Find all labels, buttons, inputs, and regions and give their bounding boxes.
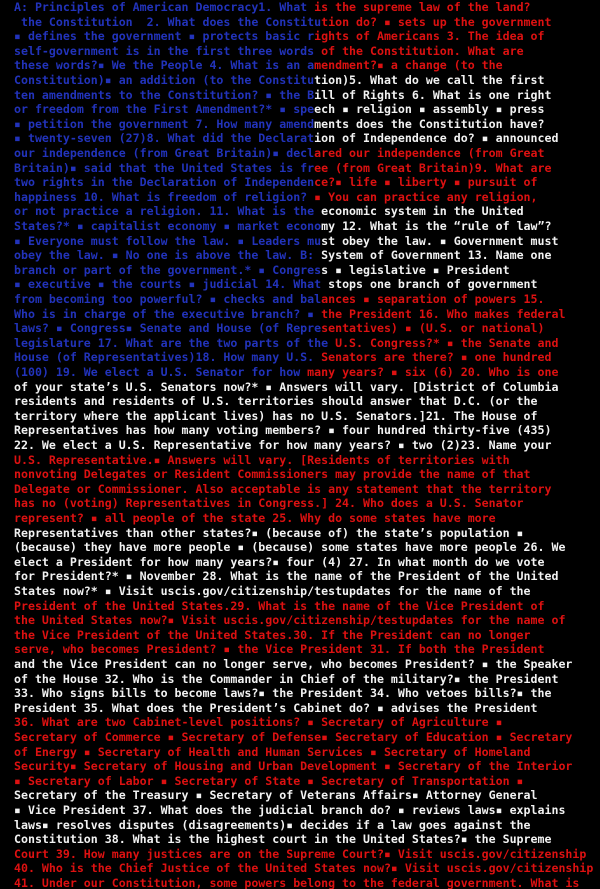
text-segment-white: my 12. What is the “rule of law”? [321, 219, 552, 233]
text-line [14, 832, 600, 847]
text-line [14, 146, 600, 161]
text-segment-white: ill of Rights 6. What is one right [314, 87, 552, 102]
text-segment-red: ▪ You can practice any religion, [314, 189, 538, 204]
text-line [14, 234, 600, 249]
text-line [14, 365, 600, 380]
text-line [14, 219, 600, 234]
text-segment-white: of the House 32. Who is the Commander in Chief of the military?▪ the President [14, 671, 559, 686]
text-segment-white: stops one branch of government [328, 277, 538, 292]
text-line [14, 657, 600, 672]
text-line [14, 613, 600, 628]
text-segment-blue: or freedom from the First Amendment?* ▪ spe [14, 102, 315, 117]
text-segment-white: Representatives than other states?▪ (because of) the state’s population ▪ [14, 525, 524, 540]
text-segment-red: 40. Who is the Chief Justice of the United States now?▪ Visit uscis.gov/citizenship [14, 861, 594, 876]
text-line [14, 248, 600, 263]
text-segment-red: is the supreme law of the land? [314, 0, 531, 14]
text-line [14, 847, 600, 862]
text-line [14, 555, 600, 570]
text-segment-red: the United States now?▪ Visit uscis.gov/citizenship/testupdates for the name of [14, 613, 566, 628]
text-segment-white: economic system in the United [321, 204, 524, 219]
text-line [14, 15, 600, 30]
text-line [14, 628, 600, 643]
text-line [14, 540, 600, 555]
text-segment-white: (because) they have more people ▪ (because) some states have more people 26. We [14, 540, 566, 555]
text-line [14, 58, 600, 73]
text-segment-white: ments does the Constitution have? [314, 116, 545, 131]
text-segment-red: many years? ▪ six (6) 20. Who is one [307, 365, 559, 379]
text-segment-blue: laws? ▪ Congress▪ Senate and House (of Repre [14, 321, 322, 336]
text-line [14, 204, 600, 219]
text-segment-white: st obey the law. ▪ Government must [321, 233, 559, 248]
text-segment-white: System of Government 13. Name one [321, 248, 552, 263]
text-segment-red: Security▪ Secretary of Housing and Urban Development ▪ Secretary of the Interior [14, 759, 573, 774]
text-line [14, 861, 600, 876]
text-line [14, 584, 600, 599]
text-segment-white: 33. Who signs bills to become laws?▪ the President 34. Who vetoes bills?▪ the [14, 686, 552, 701]
text-segment-white: President 35. What does the President’s Cabinet do? ▪ advises the President [14, 700, 538, 715]
text-segment-white: Secretary of the Treasury ▪ Secretary of Veterans Affairs▪ Attorney General [14, 788, 538, 803]
text-segment-red: has no (voting) Representatives in Congress.] 24. Who does a U.S. Senator [14, 496, 524, 511]
text-segment-red: U.S. Representative.▪ Answers will vary. [Residents of territories with [14, 452, 510, 467]
text-segment-red: ce?▪ life ▪ liberty ▪ pursuit of [314, 175, 538, 190]
text-segment-blue: Who is in charge of the executive branch? ▪ [14, 306, 322, 321]
text-segment-red: ee (from Great Britain)9. What are [314, 160, 552, 175]
text-segment-white: Constitution 38. What is the highest court in the United States?▪ the Supreme [14, 832, 552, 847]
text-segment-white: s ▪ legislative ▪ President [321, 262, 510, 277]
text-segment-red: U.S. Congress?* ▪ the Senate and [335, 335, 559, 350]
text-line [14, 394, 600, 409]
text-segment-white: tion)5. What do we call the first [314, 73, 545, 87]
text-line [14, 190, 600, 205]
text-line [14, 730, 600, 745]
text-segment-blue: happiness 10. What is freedom of religion? [14, 189, 315, 204]
text-segment-red: Senators are there? ▪ one hundred [321, 350, 552, 365]
text-line [14, 307, 600, 322]
text-segment-blue: obey the law. ▪ No one is above the law. B: [14, 248, 322, 263]
text-segment-red: mendment?▪ a change (to the [314, 58, 503, 73]
text-segment-white: ion of Independence do? ▪ announced [314, 131, 559, 146]
text-line [14, 350, 600, 365]
text-line [14, 701, 600, 716]
text-segment-white: ech ▪ religion ▪ assembly ▪ press [314, 102, 545, 117]
text-segment-red: sentatives) ▪ (U.S. or national) [321, 321, 545, 336]
text-segment-red: of Energy ▪ Secretary of Health and Human Services ▪ Secretary of Homeland [14, 744, 531, 759]
text-line [14, 161, 600, 176]
text-line [14, 29, 600, 44]
text-segment-blue: ▪ petition the government 7. How many amend [14, 116, 315, 131]
text-line [14, 686, 600, 701]
text-line [14, 453, 600, 468]
text-segment-blue: from becoming too powerful? ▪ checks and bal [14, 292, 322, 306]
text-segment-blue: Britain)▪ said that the United States is fr [14, 160, 315, 175]
text-segment-white: States now?* ▪ Visit uscis.gov/citizenship/testupdates for the name of the [14, 584, 531, 598]
text-segment-blue: legislature 17. What are the two parts of the [14, 335, 336, 350]
text-line [14, 818, 600, 833]
text-segment-blue: our independence (from Great Britain)▪ decl [14, 146, 315, 160]
text-line [14, 336, 600, 351]
text-line [14, 496, 600, 511]
text-line [14, 672, 600, 687]
text-segment-red: Court 39. How many justices are on the Supreme Court?▪ Visit uscis.gov/citizenship [14, 846, 587, 861]
text-segment-white: and the Vice President can no longer serve, who becomes President? ▪ the Speaker [14, 657, 573, 671]
text-segment-red: tion do? ▪ sets up the government [321, 14, 552, 29]
text-segment-red: 36. What are two Cabinet-level positions? ▪ Secretary of Agriculture ▪ [14, 715, 503, 730]
text-line [14, 788, 600, 803]
text-line [14, 380, 600, 395]
text-line [14, 759, 600, 774]
text-segment-blue: (100) 19. We elect a U.S. Senator for how [14, 365, 308, 379]
text-segment-blue: ten amendments to the Constitution? ▪ the B [14, 87, 315, 102]
text-line [14, 774, 600, 789]
text-line [14, 876, 600, 889]
text-line [14, 0, 600, 15]
text-segment-blue: ▪ Everyone must follow the law. ▪ Leaders mu [14, 233, 322, 248]
text-line [14, 117, 600, 132]
text-segment-red: represent? ▪ all people of the state 25. Why do some states have more [14, 511, 496, 525]
text-segment-white: 22. We elect a U.S. Representative for how many years? ▪ two (2)23. Name your [14, 438, 552, 452]
text-segment-blue: A: Principles of American Democracy1. What [14, 0, 315, 14]
text-segment-blue: ▪ twenty-seven (27)8. What did the Declarat [14, 131, 315, 146]
text-segment-red: Delegate or Commissioner. Also acceptable is any statement that the territory [14, 481, 552, 496]
text-segment-red: ▪ Secretary of Labor ▪ Secretary of State ▪ Secretary of Transportation ▪ [14, 773, 524, 788]
text-segment-blue: States?* ▪ capitalist economy ▪ market econo [14, 219, 322, 233]
text-line [14, 745, 600, 760]
text-line [14, 526, 600, 541]
text-segment-blue: House (of Representatives)18. How many U.S. [14, 350, 322, 365]
text-line [14, 409, 600, 424]
text-segment-blue: self-government is in the first three words [14, 43, 315, 58]
text-segment-blue: branch or part of the government.* ▪ Congres [14, 262, 322, 277]
text-line [14, 511, 600, 526]
text-segment-white: territory where the applicant lives) has no U.S. Senators.]21. The House of [14, 408, 538, 423]
text-line [14, 263, 600, 278]
text-segment-red: ared our independence (from Great [314, 146, 545, 160]
text-line [14, 599, 600, 614]
text-segment-white: residents and residents of U.S. territories should answer that D.C. (or the [14, 394, 538, 409]
text-segment-blue: or not practice a religion. 11. What is the [14, 204, 322, 219]
text-segment-red: the Vice President of the United States.30. If the President can no longer [14, 627, 531, 642]
text-segment-blue: the Constitution 2. What does the Constitu [14, 14, 322, 29]
text-segment-white: elect a President for how many years?▪ four (4) 27. In what month do we vote [14, 554, 545, 569]
text-segment-blue: ▪ defines the government ▪ protects basic r [14, 29, 315, 44]
text-segment-white: laws▪ resolves disputes (disagreements)▪ decides if a law goes against the [14, 817, 531, 832]
text-line [14, 569, 600, 584]
text-line [14, 715, 600, 730]
text-segment-red: 41. Under our Constitution, some powers belong to the federal government. What is [14, 876, 580, 889]
text-line [14, 423, 600, 438]
text-segment-white: for President?* ▪ November 28. What is the name of the President of the United [14, 569, 559, 584]
text-line [14, 482, 600, 497]
text-segment-red: of the Constitution. What are [314, 43, 524, 58]
text-segment-white: of your state’s U.S. Senators now?* ▪ Answers will vary. [District of Columbia [14, 379, 559, 394]
text-segment-white: Representatives has how many voting members? ▪ four hundred thirty-five (435) [14, 423, 552, 438]
text-line [14, 438, 600, 453]
text-line [14, 131, 600, 146]
text-line [14, 88, 600, 103]
text-line [14, 102, 600, 117]
text-segment-red: Secretary of Commerce ▪ Secretary of Defense▪ Secretary of Education ▪ Secretary [14, 730, 573, 744]
text-segment-red: President of the United States.29. What is the name of the Vice President of [14, 598, 545, 613]
text-segment-blue: ▪ executive ▪ the courts ▪ judicial 14. What [14, 277, 329, 292]
text-segment-red: ances ▪ separation of powers 15. [321, 292, 545, 306]
text-segment-white: ▪ Vice President 37. What does the judicial branch do? ▪ reviews laws▪ explains [14, 803, 566, 817]
text-segment-red: serve, who becomes President? ▪ the Vice President 31. If both the President [14, 642, 545, 657]
text-line [14, 642, 600, 657]
text-line [14, 467, 600, 482]
text-segment-blue: these words?▪ We the People 4. What is an a [14, 58, 315, 73]
text-segment-blue: two rights in the Declaration of Independen [14, 175, 315, 190]
text-segment-red: ights of Americans 3. The idea of [314, 29, 545, 44]
text-segment-red: nonvoting Delegates or Resident Commissioners may provide the name of that [14, 467, 531, 482]
text-line [14, 73, 600, 88]
text-line [14, 803, 600, 818]
text-line [14, 277, 600, 292]
text-segment-red: the President 16. Who makes federal [321, 306, 566, 321]
text-line [14, 292, 600, 307]
text-segment-blue: Constitution)▪ an addition (to the Constitu [14, 73, 315, 87]
text-line [14, 44, 600, 59]
text-line [14, 321, 600, 336]
text-line [14, 175, 600, 190]
